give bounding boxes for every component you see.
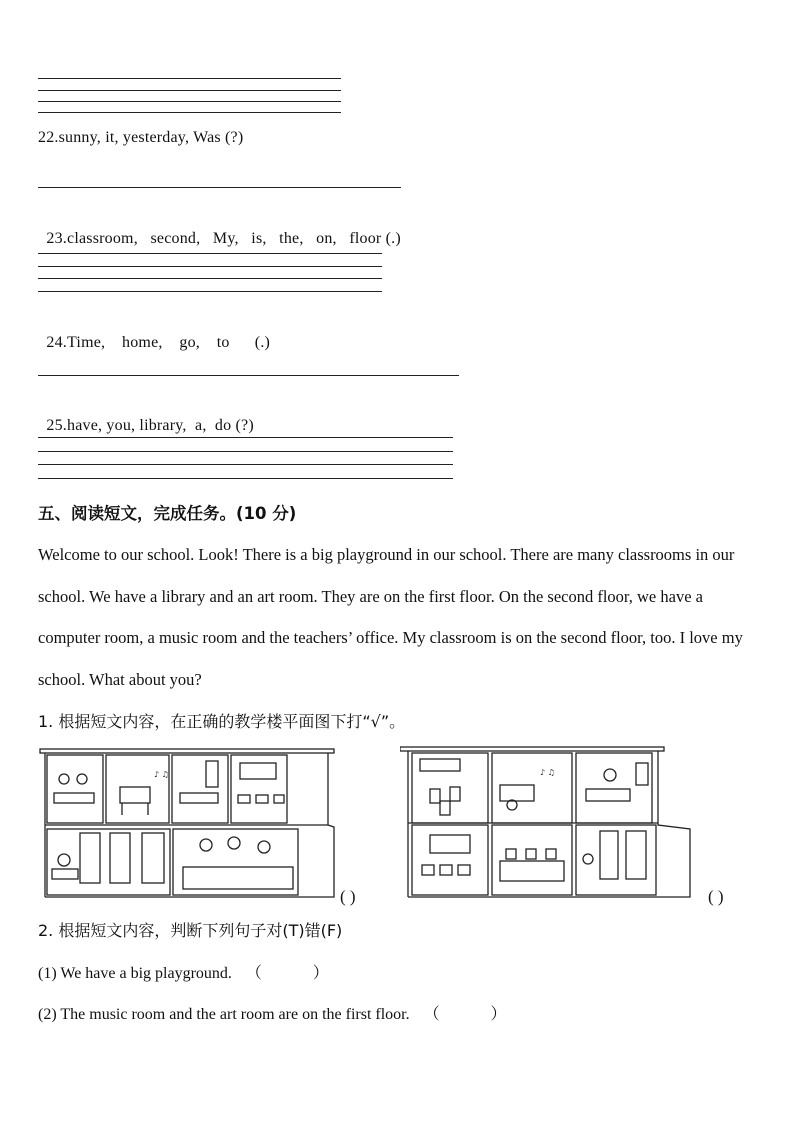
writing-line bbox=[38, 78, 341, 79]
building-floor-plan-b[interactable] bbox=[400, 745, 700, 900]
question-number: 23. bbox=[46, 230, 68, 247]
question-number: 25. bbox=[46, 417, 68, 434]
building-floor-plan-a[interactable] bbox=[38, 745, 338, 903]
tf-item-1 bbox=[38, 960, 329, 983]
tf-answer-blank[interactable]: （ ） bbox=[423, 1004, 507, 1023]
answer-line[interactable] bbox=[38, 187, 401, 188]
writing-line[interactable] bbox=[38, 278, 382, 279]
question-number: 22. bbox=[38, 129, 59, 146]
writing-line[interactable] bbox=[38, 451, 453, 452]
question-23 bbox=[38, 212, 401, 248]
reading-passage: Welcome to our school. Look! There is a big playground in our school. There are many classrooms in our school. We have a library and an art room. They are on the first floor. On the second floor, we have a computer room, a music room and the teachers’ office. My classroom is on the second floor, too. I love my school. What about you? bbox=[38, 545, 743, 689]
svg-text:♪ ♫: ♪ ♫ bbox=[154, 770, 169, 779]
tf-item-text: (2) The music room and the art room are on the first floor. bbox=[38, 1006, 410, 1023]
answer-line[interactable] bbox=[38, 375, 459, 376]
tf-item-text: (1) We have a big playground. bbox=[38, 965, 232, 982]
question-words: classroom, second, My, is, the, on, floor (.) bbox=[67, 230, 401, 247]
writing-line[interactable] bbox=[38, 253, 382, 254]
question-words: sunny, it, yesterday, Was (?) bbox=[58, 129, 244, 146]
writing-line bbox=[38, 101, 341, 102]
question-words: Time, home, go, to (.) bbox=[67, 334, 271, 351]
answer-box-left[interactable]: ( ) bbox=[340, 887, 356, 906]
writing-line[interactable] bbox=[38, 291, 382, 292]
section-title: 五、阅读短文，完成任务。(10 分) bbox=[38, 504, 297, 523]
writing-line[interactable] bbox=[38, 266, 382, 267]
writing-line bbox=[38, 90, 341, 91]
writing-line[interactable] bbox=[38, 464, 453, 465]
tf-answer-blank[interactable]: （ ） bbox=[245, 963, 329, 982]
answer-box-right[interactable]: ( ) bbox=[708, 887, 724, 906]
question-words: have, you, library, a, do (?) bbox=[67, 417, 254, 434]
question-number: 24. bbox=[46, 334, 68, 351]
writing-line[interactable] bbox=[38, 478, 453, 479]
question-25 bbox=[38, 399, 254, 435]
task-2-label: 2. 根据短文内容，判断下列句子对(T)错(F) bbox=[38, 921, 343, 940]
question-22 bbox=[38, 129, 243, 147]
writing-line[interactable] bbox=[38, 437, 453, 438]
task-1-label: 1. 根据短文内容，在正确的教学楼平面图下打“√”。 bbox=[38, 712, 406, 731]
tf-item-2 bbox=[38, 1001, 506, 1024]
writing-line bbox=[38, 112, 341, 113]
question-24 bbox=[38, 316, 270, 352]
svg-text:♪ ♫: ♪ ♫ bbox=[540, 768, 555, 777]
